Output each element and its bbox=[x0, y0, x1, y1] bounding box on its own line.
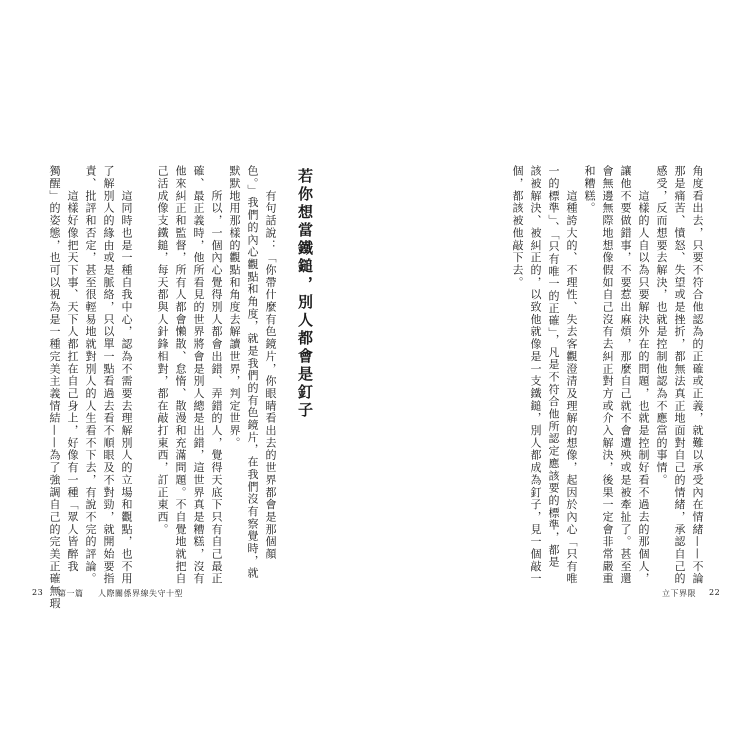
text-column: 感受，反而想要去解決，也就是控制他認為不應當的事情。 bbox=[655, 165, 668, 487]
text-column: 默默地用那樣的觀點和角度去解讀世界，判定世界。 bbox=[228, 165, 241, 450]
text-column: 這樣好像把天下事、天下人都扛在自己身上，好像有一種「眾人皆醉我 bbox=[66, 165, 79, 573]
text-column: 會無邊無際地想像假如自己沒有去糾正對方或介入解決，後果一定會非常嚴重 bbox=[601, 165, 614, 585]
text-column: 個，都該被他敲下去。 bbox=[511, 165, 524, 289]
text-column: 己活成像支鐵鎚，每天都與人針鋒相對，都在敲打東西，訂正東西。 bbox=[156, 165, 169, 536]
text-column: 責、批評和否定，甚至很輕易地就對別人的人生看不下去，有說不完的評論。 bbox=[84, 165, 97, 585]
text-column: 那是痛苦、憤怒、失望或是挫折，都無法真正地面對自己的情緒，承認自己的 bbox=[673, 165, 686, 585]
running-footer-part: 第一篇 bbox=[58, 589, 84, 598]
text-column: 該被解決、被糾正的，以致他就像是一支鐵鎚，別人都成為釘子，見一個敲一 bbox=[529, 165, 542, 585]
text-column: 這種誇大的、不理性、失去客觀澄清及理解的想像，起因於內心「只有唯 bbox=[565, 165, 578, 585]
text-column: 確、最正義時，他所看見的世界將會是別人總是出錯，這世界真是糟糕，沒有 bbox=[192, 165, 205, 585]
text-column: 和糟糕。 bbox=[583, 165, 596, 215]
text-column: 這同時也是一種自我中心，認為不需要去理解別人的立場和觀點，也不用 bbox=[120, 165, 133, 585]
text-column: 了解別人的緣由或是脈絡，只以單一點看過去看不順眼及不對勁，就開始要指 bbox=[102, 165, 115, 585]
text-column: 色。」我們的內心觀點和角度，就是我們的有色鏡片，在我們沒有察覺時，就 bbox=[246, 165, 259, 580]
page-number: 23 bbox=[32, 588, 44, 597]
running-footer-title: 人際關係界線失守十型 bbox=[98, 589, 183, 598]
text-column: 讓他不要做錯事，不要惹出麻煩，那麼自己就不會遭殃或是被牽扯了。甚至還 bbox=[619, 165, 632, 585]
page-number: 22 bbox=[709, 588, 721, 597]
text-column: 他來糾正和監督，所有人都會懶散、怠惰、散漫和充滿問題。不自覺地就把自 bbox=[174, 165, 187, 585]
text-column: 有句話說：「你帶什麼有色鏡片，你眼睛看出去的世界都會是那個顏 bbox=[264, 165, 277, 561]
text-column: 獨醒」的姿態，也可以視為是一種完美主義情結——為了強調自己的完美正確無瑕 bbox=[48, 165, 61, 610]
text-column: 所以，一個內心覺得別人都會出錯、弄錯的人，覺得天底下只有自己最正 bbox=[210, 165, 223, 585]
running-footer-section: 立下界限 bbox=[662, 589, 696, 598]
text-column: 角度看出去，只要不符合他認為的正確或正義，就難以承受內在情緒——不論 bbox=[691, 165, 704, 585]
text-column: 一的標準」、「只有唯一的正確」，凡是不符合他所認定應該要的標準，都是 bbox=[547, 165, 560, 569]
section-heading: 若你想當鐵鎚，別人都會是釘子 bbox=[296, 168, 314, 420]
text-column: 這樣的人自以為只要解決外在的問題，也就是控制好看不過去的那個人， bbox=[637, 165, 650, 585]
right-page bbox=[375, 0, 750, 750]
